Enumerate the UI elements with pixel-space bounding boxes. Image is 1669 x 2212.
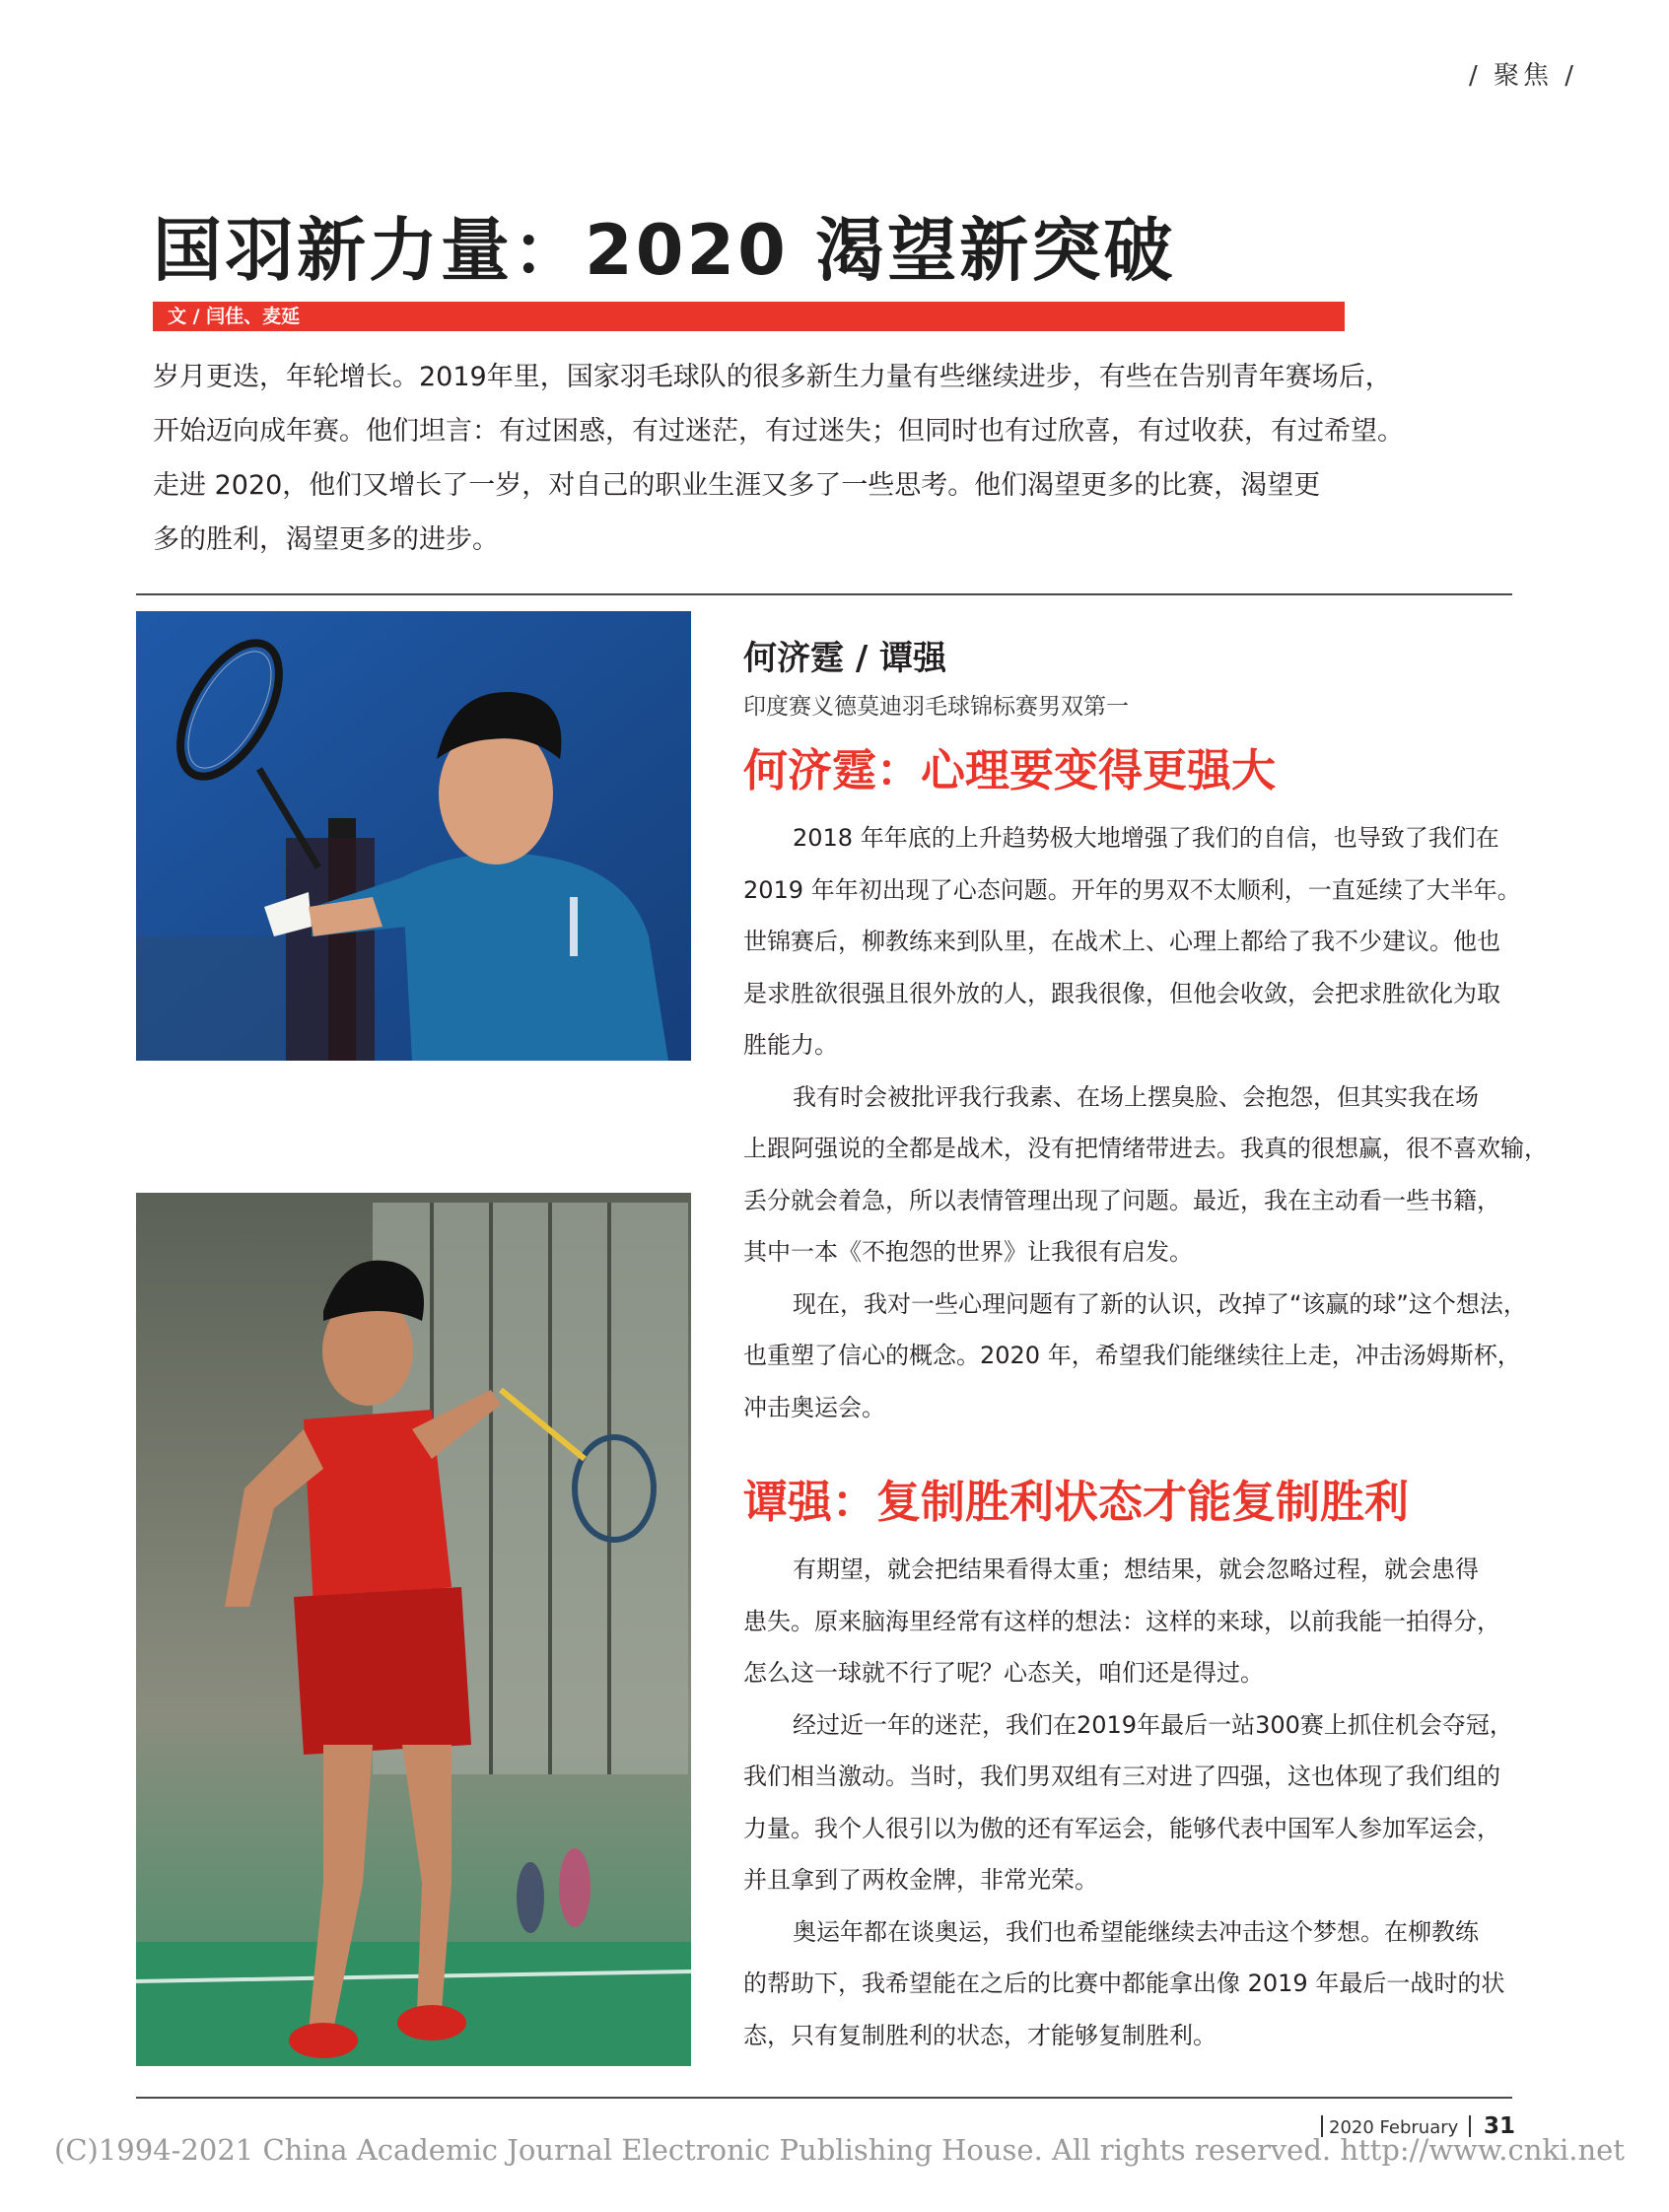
text-line: 是求胜欲很强且很外放的人，跟我很像，但他会收敛，会把求胜欲化为取 [743,979,1500,1007]
text-line: 态，只有复制胜利的状态，才能够复制胜利。 [743,2021,1217,2049]
section1-paragraph [743,812,1521,1071]
divider [136,593,1512,595]
intro-text [153,350,1404,567]
section1-paragraph [743,1279,1527,1434]
intro-line: 多的胜利，渴望更多的进步。 [153,524,499,555]
player-achievement: 印度赛义德莫迪羽毛球锦标赛男双第一 [743,694,1129,720]
text-line: 我有时会被批评我行我素、在场上摆臭脸、会抱怨，但其实我在场 [793,1082,1479,1111]
text-line: 2019 年年初出现了心态问题。开年的男双不太顺利，一直延续了大半年。 [743,875,1521,904]
text-line: 世锦赛后，柳教练来到队里，在战术上、心理上都给了我不少建议。他也 [743,928,1500,955]
text-line: 患失。原来脑海里经常有这样的想法：这样的来球，以前我能一拍得分， [743,1607,1500,1635]
text-line: 冲击奥运会。 [743,1393,885,1421]
player-names: 何济霆 / 谭强 [743,639,947,678]
byline-text: 文 / 闫佳、麦延 [168,306,301,327]
text-line: 丢分就会着急，所以表情管理出现了问题。最近，我在主动看一些书籍， [743,1186,1500,1214]
intro-line: 走进 2020，他们又增长了一岁，对自己的职业生涯又多了一些思考。他们渴望更多的比赛，渴望更 [153,470,1321,501]
text-line: 的帮助下，我希望能在之后的比赛中都能拿出像 2019 年最后一战时的状 [743,1970,1505,1997]
section2-paragraph [743,1544,1512,1699]
footer-divider [136,2097,1512,2099]
photo-he-jiting-illustration [136,611,691,1061]
text-line: 力量。我个人很引以为傲的还有军运会，能够代表中国军人参加军运会， [743,1814,1500,1842]
section2-paragraph [743,1699,1512,1906]
section-heading-2: 谭强：复制胜利状态才能复制胜利 [743,1476,1410,1528]
text-line: 经过近一年的迷茫，我们在2019年最后一站300赛上抓住机会夺冠， [793,1710,1513,1739]
article-title: 国羽新力量：2020 渴望新突破 [153,210,1176,291]
text-line: 其中一本《不抱怨的世界》让我很有启发。 [743,1238,1193,1266]
text-line: 有期望，就会把结果看得太重；想结果，就会忽略过程，就会患得 [793,1555,1479,1583]
section-heading-1: 何济霆：心理要变得更强大 [743,744,1277,796]
photo-he-jiting [136,611,691,1061]
section1-paragraph [743,1071,1548,1279]
text-line: 怎么这一球就不行了呢？心态关，咱们还是得过。 [743,1659,1264,1687]
byline-bar [153,302,1345,331]
article-column [743,631,1548,2061]
page-number: 31 [1484,2113,1516,2139]
text-line: 也重塑了信心的概念。2020 年，希望我们能继续往上走，冲击汤姆斯杯， [743,1342,1521,1369]
photo-tan-qiang-illustration [136,1193,691,2066]
text-line: 胜能力。 [743,1031,838,1059]
text-line: 并且拿到了两枚金牌，非常光荣。 [743,1866,1098,1894]
section2-paragraph [743,1906,1512,2062]
issue-date: 2020 February [1329,2117,1459,2138]
section-tag: / 聚焦 / [1469,61,1578,91]
copyright-watermark: (C)1994-2021 China Academic Journal Electronic Publishing House. All rights reserved. http://www.cnki.net [54,2133,1625,2167]
text-line: 奥运年都在谈奥运，我们也希望能继续去冲击这个梦想。在柳教练 [793,1917,1479,1946]
photo-tan-qiang [136,1193,691,2066]
text-line: 我们相当激动。当时，我们男双组有三对进了四强，这也体现了我们组的 [743,1763,1500,1790]
text-line: 2018 年年底的上升趋势极大地增强了我们的自信，也导致了我们在 [793,824,1499,852]
intro-line: 岁月更迭，年轮增长。2019年里，国家羽毛球队的很多新生力量有些继续进步，有些在告别青年赛场后， [153,362,1392,392]
text-line: 上跟阿强说的全都是战术，没有把情绪带进去。我真的很想赢，很不喜欢输， [743,1135,1548,1162]
text-line: 现在，我对一些心理问题有了新的认识，改掉了“该赢的球”这个想法， [793,1289,1527,1318]
intro-line: 开始迈向成年赛。他们坦言：有过困惑，有过迷茫，有过迷失；但同时也有过欣喜，有过收获，有过希望。 [153,416,1404,447]
